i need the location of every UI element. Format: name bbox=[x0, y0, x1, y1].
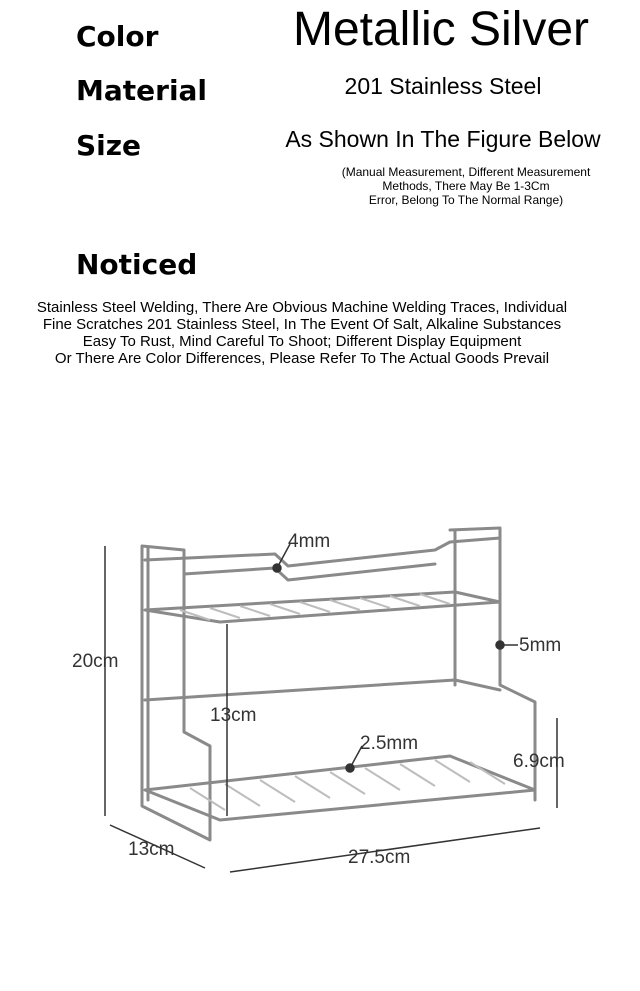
size-value: As Shown In The Figure Below bbox=[285, 126, 601, 152]
dim-width: 27.5cm bbox=[348, 847, 411, 868]
dim-shelf-wire: 2.5mm bbox=[360, 733, 419, 754]
dim-frame-wire: 5mm bbox=[519, 635, 562, 656]
notice-line-2: Fine Scratches 201 Stainless Steel, In The Event Of Salt, Alkaline Substances bbox=[42, 316, 562, 333]
notice-title: Noticed bbox=[76, 248, 198, 281]
dim-depth: 13cm bbox=[128, 839, 175, 860]
size-note-line-2: Methods, There May Be 1-3Cm bbox=[382, 179, 550, 193]
size-note-line-3: Error, Belong To The Normal Range) bbox=[368, 193, 564, 207]
dim-rail-wire: 4mm bbox=[288, 531, 331, 552]
dim-tier-gap: 13cm bbox=[210, 705, 257, 726]
notice-line-4: Or There Are Color Differences, Please Refer To The Actual Goods Prevail bbox=[54, 350, 550, 367]
dim-lower-height: 6.9cm bbox=[513, 751, 565, 772]
rack-frame bbox=[142, 528, 535, 840]
notice-line-3: Easy To Rust, Mind Careful To Shoot; Different Display Equipment bbox=[82, 333, 522, 350]
size-note-line-1: (Manual Measurement, Different Measurement bbox=[341, 165, 591, 179]
color-value: Metallic Silver bbox=[292, 3, 590, 56]
notice-line-1: Stainless Steel Welding, There Are Obvious Machine Welding Traces, Individual bbox=[36, 299, 568, 316]
size-label: Size bbox=[76, 129, 142, 162]
dim-total-height: 20cm bbox=[72, 651, 119, 672]
material-label: Material bbox=[76, 74, 208, 107]
color-label: Color bbox=[76, 20, 159, 53]
material-value: 201 Stainless Steel bbox=[344, 73, 542, 99]
spice-rack-illustration bbox=[60, 470, 590, 890]
